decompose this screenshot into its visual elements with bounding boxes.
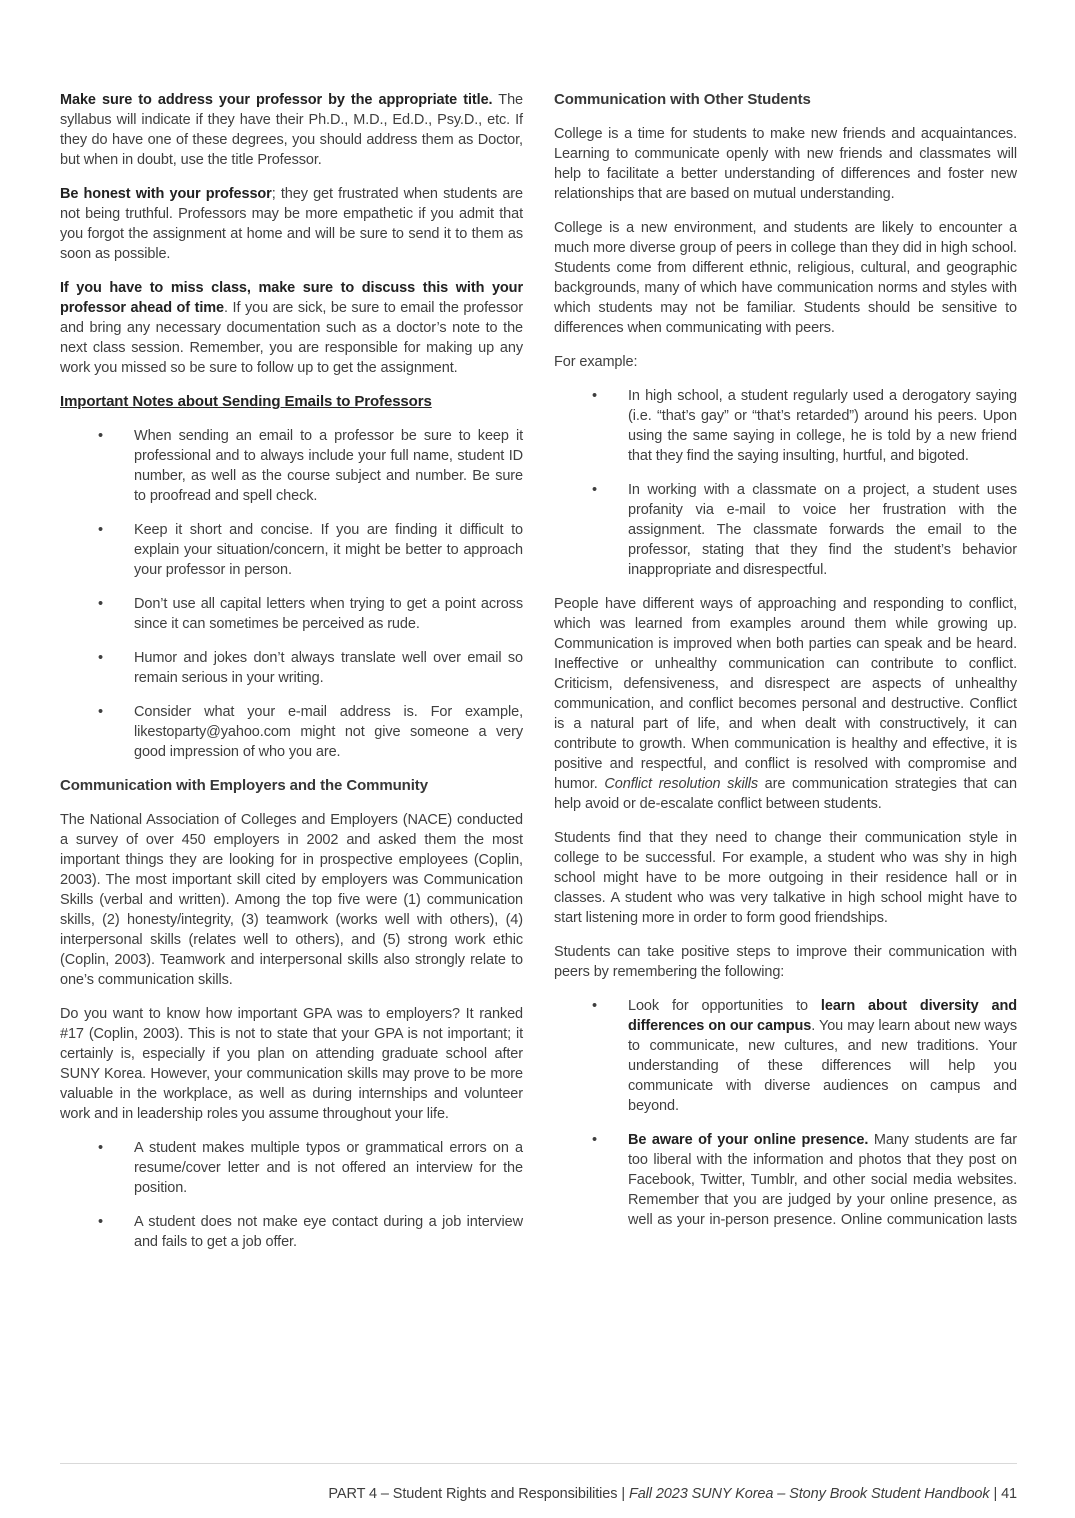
list-item — [134, 702, 523, 762]
paragraph — [60, 1004, 523, 1124]
text-segment: Conflict resolution skills — [604, 776, 758, 792]
text-segment: Make sure to address your professor by the appropriate title. — [60, 92, 493, 108]
text-segment: . You may learn about new ways to communicate, new cultures, and new traditions. Your understanding of these differences will help you communicate with diverse audiences on campus and beyond. — [628, 1018, 1017, 1114]
list-item — [134, 520, 523, 580]
text-segment: Fall 2023 SUNY Korea – Stony Brook Student Handbook — [628, 1486, 990, 1502]
list-item — [134, 594, 523, 634]
text-segment: College is a time for students to make new friends and acquaintances. Learning to communicate openly with new friends and classmates will help to facilitate a better understanding of differences and foster new relationships that are based on mutual understanding. — [554, 126, 1017, 202]
text-segment: In high school, a student regularly used a derogatory saying (i.e. “that’s gay” or “that’s retarded”) around his peers. Upon using the same saying in college, he is told by a new friend that they find the saying insulting, hurtful, and bigoted. — [628, 388, 1017, 464]
paragraph — [554, 218, 1017, 338]
text-segment: Look for opportunities to — [628, 998, 821, 1014]
text-segment: Be aware of your online presence. — [628, 1132, 869, 1148]
text-segment: | — [989, 1486, 1002, 1502]
text-segment: A student does not make eye contact during a job interview and fails to get a job offer. — [134, 1214, 523, 1250]
text-segment: Humor and jokes don’t always translate well over email so remain serious in your writing. — [134, 650, 523, 686]
section-heading: Communication with Other Students — [554, 91, 811, 108]
text-segment: Many students are far too liberal with the information and photos that they post on Facebook, Twitter, Tumblr, and other social media websites. Remember that you are judged by your online presence, as well as your in-person presence. Online communication lasts — [628, 1132, 1017, 1228]
paragraph — [554, 942, 1017, 982]
text-segment: PART 4 – Student Rights and Responsibilities | — [328, 1486, 629, 1502]
text-segment: Keep it short and concise. If you are finding it difficult to explain your situation/concern, it might be better to approach your professor in person. — [134, 522, 523, 578]
text-segment: Do you want to know how important GPA was to employers? It ranked #17 (Coplin, 2003). This is not to state that your GPA is not important; it certainly is, especially if you plan on attending graduate school after SUNY Korea. However, your communication skills may prove to be more valuable in the workplace, as well as during internships and volunteer work and in leadership roles you assume throughout your life. — [60, 1006, 523, 1122]
text-segment: Students find that they need to change their communication style in college to be successful. For example, a student who was shy in high school might have to be more outgoing in their residence hall or in classes. A student who was very talkative in high school might have to start listening more in order to form good friendships. — [554, 830, 1017, 926]
bullet-list — [60, 426, 523, 762]
paragraph — [554, 594, 1017, 814]
footer-text — [60, 1486, 1017, 1502]
right-column — [554, 90, 1017, 1266]
list-item — [628, 480, 1017, 580]
text-segment: College is a new environment, and students are likely to encounter a much more diverse group of peers in college than they did in high school. Students come from different ethnic, religious, cultural, and geographic backgrounds, many of which have communication norms and styles with which students may not be familiar. Students should be sensitive to differences when communicating with peers. — [554, 220, 1017, 336]
text-segment: The National Association of Colleges and Employers (NACE) conducted a survey of over 450 employers in 2002 and asked them the most important things they are looking for in prospective employees (Coplin, 2003). The most important skill cited by employers was Communication Skills (verbal and written). Among the top five were (1) communication skills, (2) honesty/integrity, (3) teamwork (works well with others), (4) interpersonal skills (relates well to others), and (5) strong work ethic (Coplin, 2003). Teamwork and interpersonal skills also strongly relate to one’s communication skills. — [60, 812, 523, 988]
footer-divider — [60, 1463, 1017, 1464]
text-segment: In working with a classmate on a project, a student uses profanity via e-mail to voice her frustration with the assignment. The classmate forwards the email to the professor, stating that they find the student’s behavior inappropriate and disrespectful. — [628, 482, 1017, 578]
paragraph — [60, 184, 523, 264]
page-number: 41 — [1001, 1486, 1017, 1502]
list-item — [134, 426, 523, 506]
page-content — [60, 90, 1017, 1266]
list-item — [628, 386, 1017, 466]
text-segment: Students can take positive steps to improve their communication with peers by remembering the following: — [554, 944, 1017, 980]
text-segment: For example: — [554, 354, 638, 370]
text-segment: . If you are sick, be sure to email the professor and bring any necessary documentation such as a doctor’s note to the next class session. Remember, you are responsible for making up any work you missed so be sure to follow up to get the assignment. — [60, 300, 523, 376]
text-segment: When sending an email to a professor be sure to keep it professional and to always include your full name, student ID number, as well as the course subject and number. Be sure to proofread and spell check. — [134, 428, 523, 504]
bullet-list — [60, 1138, 523, 1252]
list-item — [134, 648, 523, 688]
left-column — [60, 90, 523, 1266]
text-segment: ; they get frustrated when students are not being truthful. Professors may be more empathetic if you admit that you forgot the assignment at home and will be sure to send it to them as soon as possible. — [60, 186, 523, 262]
text-segment: Don’t use all capital letters when trying to get a point across since it can sometimes be perceived as rude. — [134, 596, 523, 632]
bullet-list — [554, 996, 1017, 1230]
text-segment: The syllabus will indicate if they have their Ph.D., M.D., Ed.D., Psy.D., etc. If they do have one of these degrees, you should address them as Doctor, but when in doubt, use the title Professor. — [60, 92, 523, 168]
section-heading: Important Notes about Sending Emails to Professors — [60, 393, 432, 410]
text-segment: learn about diversity and differences on our campus — [628, 998, 1017, 1034]
section-heading: Communication with Employers and the Community — [60, 777, 428, 794]
list-item — [628, 1130, 1017, 1230]
text-segment: People have different ways of approaching and responding to conflict, which was learned from examples around them while growing up. Communication is improved when both parties can speak and be heard. Ineffective or unhealthy communication can contribute to conflict. Criticism, defensiveness, and disrespect are aspects of unhealthy communication, and conflict becomes personal and destructive. Conflict is a natural part of life, and when dealt with constructively, it can contribute to growth. When communication is healthy and effective, it is positive and respectful, and conflict is resolved with compromise and humor. — [554, 596, 1017, 792]
paragraph — [554, 828, 1017, 928]
paragraph — [60, 810, 523, 990]
text-segment: A student makes multiple typos or grammatical errors on a resume/cover letter and is not offered an interview for the position. — [134, 1140, 523, 1196]
paragraph — [554, 124, 1017, 204]
text-segment: Consider what your e-mail address is. For example, likestoparty@yahoo.com might not give someone a very good impression of who you are. — [134, 704, 523, 760]
list-item — [628, 996, 1017, 1116]
paragraph — [60, 278, 523, 378]
list-item — [134, 1138, 523, 1198]
bullet-list — [554, 386, 1017, 580]
text-segment: If you have to miss class, make sure to discuss this with your professor ahead of time — [60, 280, 523, 316]
list-item — [134, 1212, 523, 1252]
paragraph — [60, 90, 523, 170]
page-footer — [60, 1463, 1017, 1502]
text-segment: Be honest with your professor — [60, 186, 272, 202]
text-segment: are communication strategies that can help avoid or de-escalate conflict between students. — [554, 776, 1017, 812]
paragraph — [554, 352, 1017, 372]
